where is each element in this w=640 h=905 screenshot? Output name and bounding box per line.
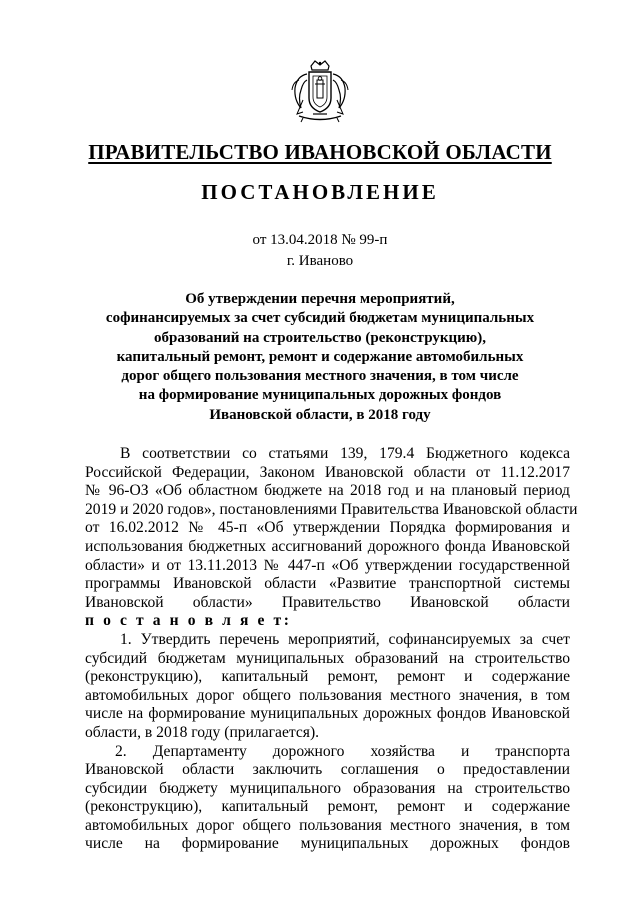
document-subject [85,290,555,425]
subject-line: Ивановской области, в 2018 году [209,406,431,423]
organization-title: ПРАВИТЕЛЬСТВО ИВАНОВСКОЙ ОБЛАСТИ [88,140,552,164]
item-2-line: (реконструкцию), капитальный ремонт, ремонт и содержание [85,798,570,816]
document-body [85,445,578,854]
subject-line: Об утверждении перечня мероприятий, [185,291,455,307]
subject-line: капитальный ремонт, ремонт и содержание автомобильных [116,348,524,365]
coat-of-arms-icon [289,60,351,124]
body-line: Ивановской области» Правительство Ивановской области [85,593,570,611]
body-line: от 16.02.2012 № 45-п «Об утверждении Порядка формирования и [85,519,570,537]
item-1-line: субсидий бюджетам муниципальных образований на строительство [85,649,570,667]
body-line: программы Ивановской области «Развитие транспортной системы [85,575,570,593]
item-2-line: 2. Департаменту дорожного хозяйства и транспорта [115,742,570,760]
subject-line: образований на строительство (реконструкцию), [154,329,486,346]
item-1-line: области, в 2018 году (прилагается). [85,723,320,741]
date-number: от 13.04.2018 № 99-п [252,232,388,248]
body-line: использования бюджетных ассигнований дорожного фонда Ивановской [85,537,570,555]
item-1-line: числе на формирование муниципальных дорожных фондов Ивановской [85,705,570,723]
body-line: Российской Федерации, Законом Ивановской области от 11.12.2017 [85,463,570,481]
body-line: № 96-ОЗ «Об областном бюджете на 2018 год и на плановый период [85,482,570,500]
item-2-line: автомобильных дорог общего пользования местного значения, в том [85,816,570,834]
item-1-line: 1. Утвердить перечень мероприятий, софинансируемых за счет [120,630,570,648]
resolves-word: п о с т а н о в л я е т: [85,612,292,630]
body-line: 2019 и 2020 годов», постановлениями Правительства Ивановской области [85,500,578,518]
document-type-title: ПОСТАНОВЛЕНИЕ [201,180,439,204]
item-1-line: автомобильных дорог общего пользования местного значения, в том [85,686,570,704]
city: г. Иваново [286,253,354,269]
body-line: области» и от 13.11.2013 № 447-п «Об утверждении государственной [85,556,570,574]
subject-line: на формирование муниципальных дорожных фондов [138,387,502,404]
body-line: В соответствии со статьями 139, 179.4 Бюджетного кодекса [120,445,570,462]
subject-line: дорог общего пользования местного значения, в том числе [121,368,519,385]
item-2-line: Ивановской области заключить соглашения о предоставлении [85,761,570,779]
item-1-line: (реконструкцию), капитальный ремонт, ремонт и содержание [85,668,570,686]
subject-line: софинансируемых за счет субсидий бюджетам муниципальных [105,310,535,327]
item-2-line: числе на формирование муниципальных дорожных фондов [85,835,570,853]
item-2-line: субсидии бюджету муниципального образования на строительство [85,779,570,797]
